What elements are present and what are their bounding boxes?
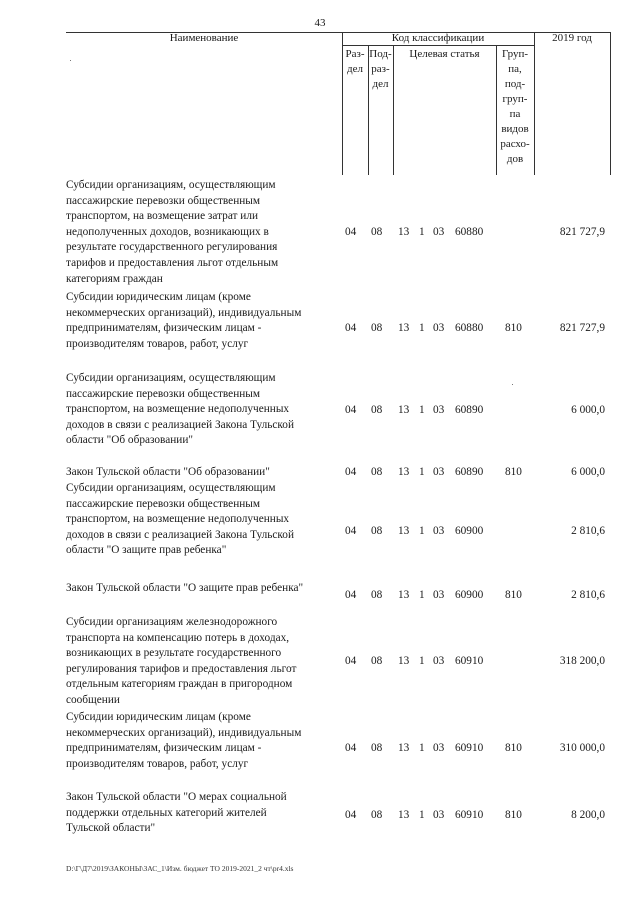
target-direction: 60880 [455,322,484,334]
target-subprogram: 1 [419,589,425,601]
podrazdel-code: 08 [371,466,383,478]
target-subprogram: 1 [419,466,425,478]
amount-2019: 821 727,9 [559,322,605,334]
header-divider [393,45,394,175]
target-subprogram: 1 [419,226,425,238]
target-event: 03 [433,466,445,478]
header-expense-group: Груп- па, под- груп- па видов расхо- дов [500,48,530,165]
header-podrazdel: Под- раз- дел [369,48,392,90]
expense-group: 810 [505,589,522,601]
target-direction: 60910 [455,655,484,667]
target-program: 13 [398,404,410,416]
header-target: Целевая статья [409,48,480,60]
target-program: 13 [398,322,410,334]
razdel-code: 04 [345,322,357,334]
target-subprogram: 1 [419,404,425,416]
amount-2019: 8 200,0 [571,809,605,821]
razdel-code: 04 [345,809,357,821]
razdel-code: 04 [345,742,357,754]
podrazdel-code: 08 [371,226,383,238]
razdel-code: 04 [345,589,357,601]
amount-2019: 821 727,9 [559,226,605,238]
header-year: 2019 год [552,32,592,44]
row-name: Субсидии организациям, осуществляющим пассажирские перевозки общественным транспортом, на возмещение недополученных доходов в связи с реализацией Закона Тульской области "Об образовании" [66,372,295,447]
razdel-code: 04 [345,404,357,416]
row-name: Субсидии юридическим лицам (кроме некоммерческих организаций), индивидуальным предпринимателям, физическим лицам - производителям товаров, работ, услуг [66,291,302,350]
row-name: Субсидии юридическим лицам (кроме некоммерческих организаций), индивидуальным предпринимателям, физическим лицам - производителям товаров, работ, услуг [66,711,302,770]
row-name: Закон Тульской области "Об образовании" [66,466,270,478]
row-name: Закон Тульской области "О мерах социальной поддержки отдельных категорий жителей Тульской области" [66,791,287,835]
amount-2019: 310 000,0 [559,742,605,754]
target-event: 03 [433,322,445,334]
target-subprogram: 1 [419,742,425,754]
podrazdel-code: 08 [371,742,383,754]
podrazdel-code: 08 [371,589,383,601]
header-divider [610,32,611,175]
target-direction: 60910 [455,809,484,821]
amount-2019: 6 000,0 [571,466,605,478]
expense-group: 810 [505,809,522,821]
scan-speck [70,60,71,61]
header-divider [534,32,535,175]
target-direction: 60890 [455,466,484,478]
amount-2019: 318 200,0 [559,655,605,667]
target-program: 13 [398,589,410,601]
podrazdel-code: 08 [371,322,383,334]
target-subprogram: 1 [419,655,425,667]
razdel-code: 04 [345,525,357,537]
podrazdel-code: 08 [371,404,383,416]
target-program: 13 [398,226,410,238]
razdel-code: 04 [345,226,357,238]
target-event: 03 [433,809,445,821]
razdel-code: 04 [345,466,357,478]
target-event: 03 [433,655,445,667]
target-program: 13 [398,742,410,754]
target-subprogram: 1 [419,322,425,334]
header-name: Наименование [169,32,239,44]
target-program: 13 [398,809,410,821]
row-name: Субсидии организациям, осуществляющим пассажирские перевозки общественным транспортом, на возмещение недополученных доходов в связи с реализацией Закона Тульской области "О защите прав ребенка" [66,482,295,557]
podrazdel-code: 08 [371,525,383,537]
row-name: Субсидии организациям железнодорожного транспорта на компенсацию потерь в доходах, возникающих в результате государственного регулирования тарифов и предоставления льгот отдельным категориям граждан в пригородном сообщении [66,616,297,706]
row-name: Закон Тульской области "О защите прав ребенка" [66,582,304,594]
expense-group: 810 [505,322,522,334]
amount-2019: 2 810,6 [571,525,605,537]
podrazdel-code: 08 [371,655,383,667]
scan-speck [512,384,513,385]
podrazdel-code: 08 [371,809,383,821]
target-direction: 60890 [455,404,484,416]
target-direction: 60880 [455,226,484,238]
amount-2019: 2 810,6 [571,589,605,601]
target-program: 13 [398,655,410,667]
target-program: 13 [398,525,410,537]
expense-group: 810 [505,742,522,754]
file-path-footer: D:\Г\Д7\2019\ЗАКОНЫ\ЗАС_1\Изм. бюджет ТО 2019-2021_2 чт\pr4.xls [66,864,294,873]
target-event: 03 [433,742,445,754]
header-razdel: Раз- дел [345,48,365,75]
amount-2019: 6 000,0 [571,404,605,416]
target-subprogram: 1 [419,525,425,537]
target-program: 13 [398,466,410,478]
header-code-group: Код классификации [391,32,485,44]
target-event: 03 [433,404,445,416]
target-event: 03 [433,589,445,601]
row-name: Субсидии организациям, осуществляющим пассажирские перевозки общественным транспортом, на возмещение затрат или недополученных доходов, возникающих в результате государственного регулирования тарифов и предоставления льгот отдельным категориям граждан [66,179,279,285]
target-direction: 60900 [455,525,484,537]
target-direction: 60900 [455,589,484,601]
target-subprogram: 1 [419,809,425,821]
razdel-code: 04 [345,655,357,667]
expense-group: 810 [505,466,522,478]
page-number: 43 [314,17,326,29]
target-event: 03 [433,525,445,537]
target-direction: 60910 [455,742,484,754]
target-event: 03 [433,226,445,238]
